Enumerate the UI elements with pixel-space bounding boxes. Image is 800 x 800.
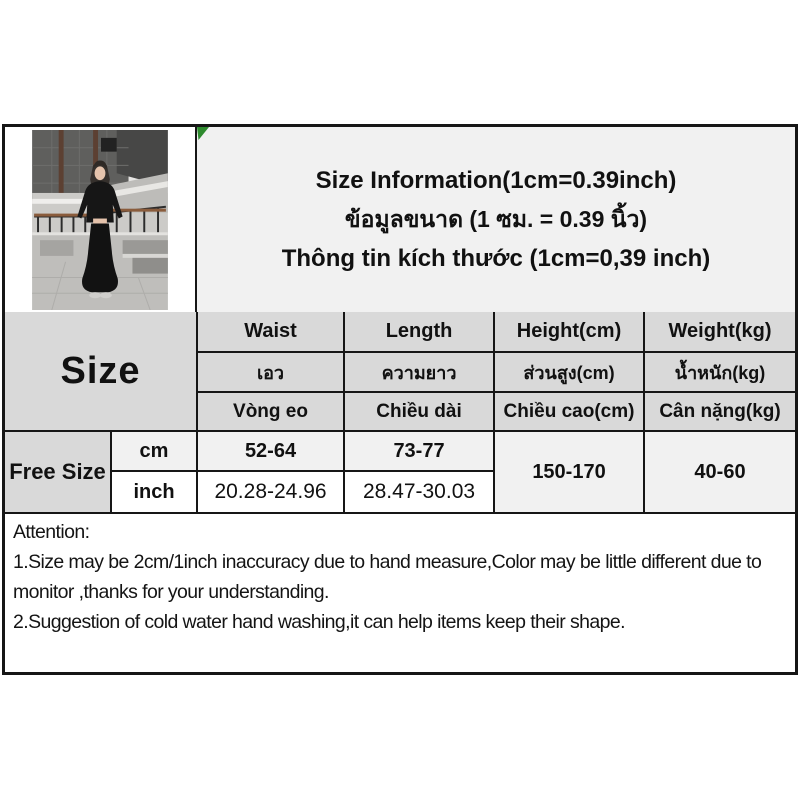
col-header-weight-th: น้ำหนัก(kg) (644, 352, 795, 392)
col-header-length-en: Length (344, 312, 494, 352)
size-chart-sheet (2, 124, 798, 675)
col-header-weight-en: Weight(kg) (644, 312, 795, 352)
size-name-cell: Free Size (5, 431, 111, 512)
col-header-weight-vi: Cân nặng(kg) (644, 392, 795, 431)
product-photo-column (5, 127, 197, 312)
green-corner-accent (197, 127, 209, 140)
header-row-english (5, 312, 795, 352)
attention-note-2: 2.Suggestion of cold water hand washing,it can help items keep their shape. (13, 611, 625, 633)
unit-cm-cell: cm (111, 431, 197, 471)
waist-cm-value: 52-64 (197, 431, 344, 471)
weight-value: 40-60 (644, 431, 795, 512)
col-header-waist-vi: Vòng eo (197, 392, 344, 431)
size-table (5, 312, 795, 512)
col-header-length-th: ความยาว (344, 352, 494, 392)
length-inch-value: 28.47-30.03 (344, 471, 494, 512)
unit-inch-cell: inch (111, 471, 197, 512)
attention-note-1: 1.Size may be 2cm/1inch inaccuracy due to hand measure,Color may be little different due to monitor ,thanks for your understanding. (13, 551, 762, 603)
col-header-length-vi: Chiều dài (344, 392, 494, 431)
data-row-cm (5, 431, 795, 471)
col-header-waist-th: เอว (197, 352, 344, 392)
top-section (5, 127, 795, 312)
height-value: 150-170 (494, 431, 644, 512)
waist-inch-value: 20.28-24.96 (197, 471, 344, 512)
attention-heading: Attention: (13, 521, 90, 543)
col-header-waist-en: Waist (197, 312, 344, 352)
title-panel (197, 127, 795, 312)
title-thai: ข้อมูลขนาด (1 ซม. = 0.39 นิ้ว) (344, 205, 648, 232)
length-cm-value: 73-77 (344, 431, 494, 471)
attention-section (5, 512, 795, 672)
col-header-height-vi: Chiều cao(cm) (494, 392, 644, 431)
title-english: Size Information(1cm=0.39inch) (315, 166, 677, 194)
title-vietnamese: Thông tin kích thước (1cm=0,39 inch) (281, 244, 711, 272)
col-header-height-th: ส่วนสูง(cm) (494, 352, 644, 392)
product-photo (31, 130, 169, 310)
col-header-height-en: Height(cm) (494, 312, 644, 352)
size-header-cell: Size (5, 312, 197, 431)
